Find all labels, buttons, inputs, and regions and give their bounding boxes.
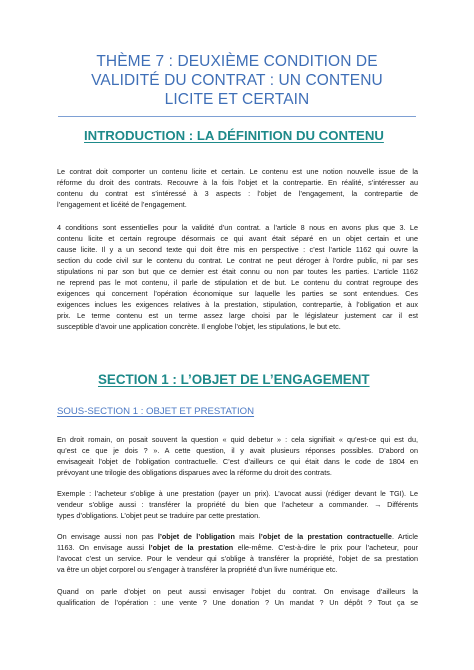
introduction-heading: INTRODUCTION : LA DÉFINITION DU CONTENU — [84, 128, 384, 143]
title-divider — [58, 116, 416, 117]
text-line: qu’est ce que je dois ? ». A cette question, il y avait plusieurs réponses possibles. D’abord on — [57, 446, 418, 456]
section-1-paragraph-1 — [57, 434, 418, 478]
title-line: VALIDITÉ DU CONTRAT : UN CONTENU — [91, 72, 383, 89]
text-line: réforme du droit des contrats. Recouvre à la fois l’objet et la contrepartie. En réalité, s’intéresser au — [57, 178, 418, 188]
text-line — [57, 531, 418, 542]
text-line: l’avocat c’est un service. Pour le vendeur qui s’oblige à transférer la propriété, l’objet de sa prestation — [57, 554, 418, 564]
text-line: Exemple : l’acheteur s’oblige à une prestation (payer un prix). L’avocat aussi (rédiger devant le TGI). Le — [57, 489, 418, 498]
text-line: ne reprend pas le mot contenu, il parle de stipulation et de but. Le contenu du contrat regroupe des — [57, 278, 418, 288]
text-run: 1163. On envisage aussi — [57, 543, 149, 553]
text-run: On envisage aussi non pas — [57, 532, 158, 541]
text-line: prévoyant une trilogie des obligations disparues avec la réforme du droit des contrats. — [57, 468, 332, 478]
text-line: Quand on parle d’objet on peut aussi envisager l’objet du contrat. On envisage d’ailleurs la — [57, 587, 418, 596]
document-title — [58, 52, 416, 109]
title-line: THÈME 7 : DEUXIÈME CONDITION DE — [96, 53, 378, 70]
section-1-heading: SECTION 1 : L’OBJET DE L’ENGAGEMENT — [98, 372, 370, 387]
text-line: va être un objet corporel ou s’engager à transférer la propriété d’un livre numérique etc. — [57, 565, 338, 575]
text-line: section du code civil sur le contenu du contrat. Le contrat ne peut déroger à l’ordre public, ni par ses — [57, 256, 418, 266]
text-run: mais — [234, 532, 259, 541]
text-line: 4 conditions sont essentielles pour la validité d’un contrat. a l’article 8 nous en avons plus que 3. Le — [57, 223, 418, 232]
section-1-paragraph-4 — [57, 586, 418, 608]
text-run: elle-même. C’est-à-dire le prix pour l’acheteur, pour — [233, 543, 418, 553]
title-line: LICITE ET CERTAIN — [164, 91, 310, 108]
text-line: En droit romain, on posait souvent la question « quid debetur » : cela signifiait « qu’est-ce qui est du, — [57, 435, 418, 444]
text-line: Le contrat doit comporter un contenu licite et certain. Le contenu est une notion nouvelle issue de la — [57, 167, 418, 176]
introduction-paragraph-1 — [57, 166, 418, 210]
introduction-paragraph-2 — [57, 222, 418, 332]
text-line: l’engagement et licéité de l’engagement. — [57, 200, 187, 210]
text-line: qualification de l’opération : une vente ? Une donation ? Un mandat ? Un dépôt ? Tout ça se — [57, 598, 418, 608]
section-1-paragraph-2 — [57, 488, 418, 521]
text-line: prix. Le terme contenu est un terme assez large choisi par le législateur justement car il est — [57, 311, 418, 321]
text-line: cause licite. Il y a un second texte qui doit être mis en perspective : c’est l’article 1162 qui ouvre la — [57, 245, 418, 255]
bold-run: l’objet de la prestation contractuelle — [258, 532, 392, 541]
bold-run: l’objet de la prestation — [148, 543, 234, 553]
text-run: . Article — [391, 532, 418, 541]
text-line: vendeur s’oblige aussi : transférer la propriété du bien que l’acheteur a commander. → Différents — [57, 500, 418, 510]
text-line: exigences qui concernent l’opération économique sur laquelle les parties se sont entendues. Ces — [57, 289, 418, 299]
text-line — [57, 542, 418, 553]
text-line: contenu du contrat est s’intéressé à 3 aspects : l’objet de l’engagement, la contrepartie de — [57, 189, 418, 199]
text-line: exigences inclues les exigences relatives à la prestation, stipulation, contrepartie, à l’obligation et aux — [57, 300, 418, 310]
section-1-paragraph-3 — [57, 531, 418, 575]
text-line: susceptible d’avoir une application concrète. Il englobe l’objet, les stipulations, le but etc. — [57, 322, 341, 332]
text-line: types d’obligations. L’objet peut se traduire par cette prestation. — [57, 511, 261, 521]
subsection-1-heading: SOUS-SECTION 1 : OBJET ET PRESTATION — [57, 406, 255, 417]
text-line: stipulations ni par son but que ce dernier est était connu ou non par toutes les parties. L’article 1162 — [57, 267, 418, 277]
bold-run: l’objet de l’obligation — [157, 532, 235, 541]
text-line: envisageait l’objet de l’obligation contractuelle. C’est d’ailleurs ce qui était dans le code de 1804 en — [57, 457, 418, 467]
text-line: contenu licite et certain regroupe désormais ce qui avant était séparé en un objet certain et une — [57, 234, 418, 244]
